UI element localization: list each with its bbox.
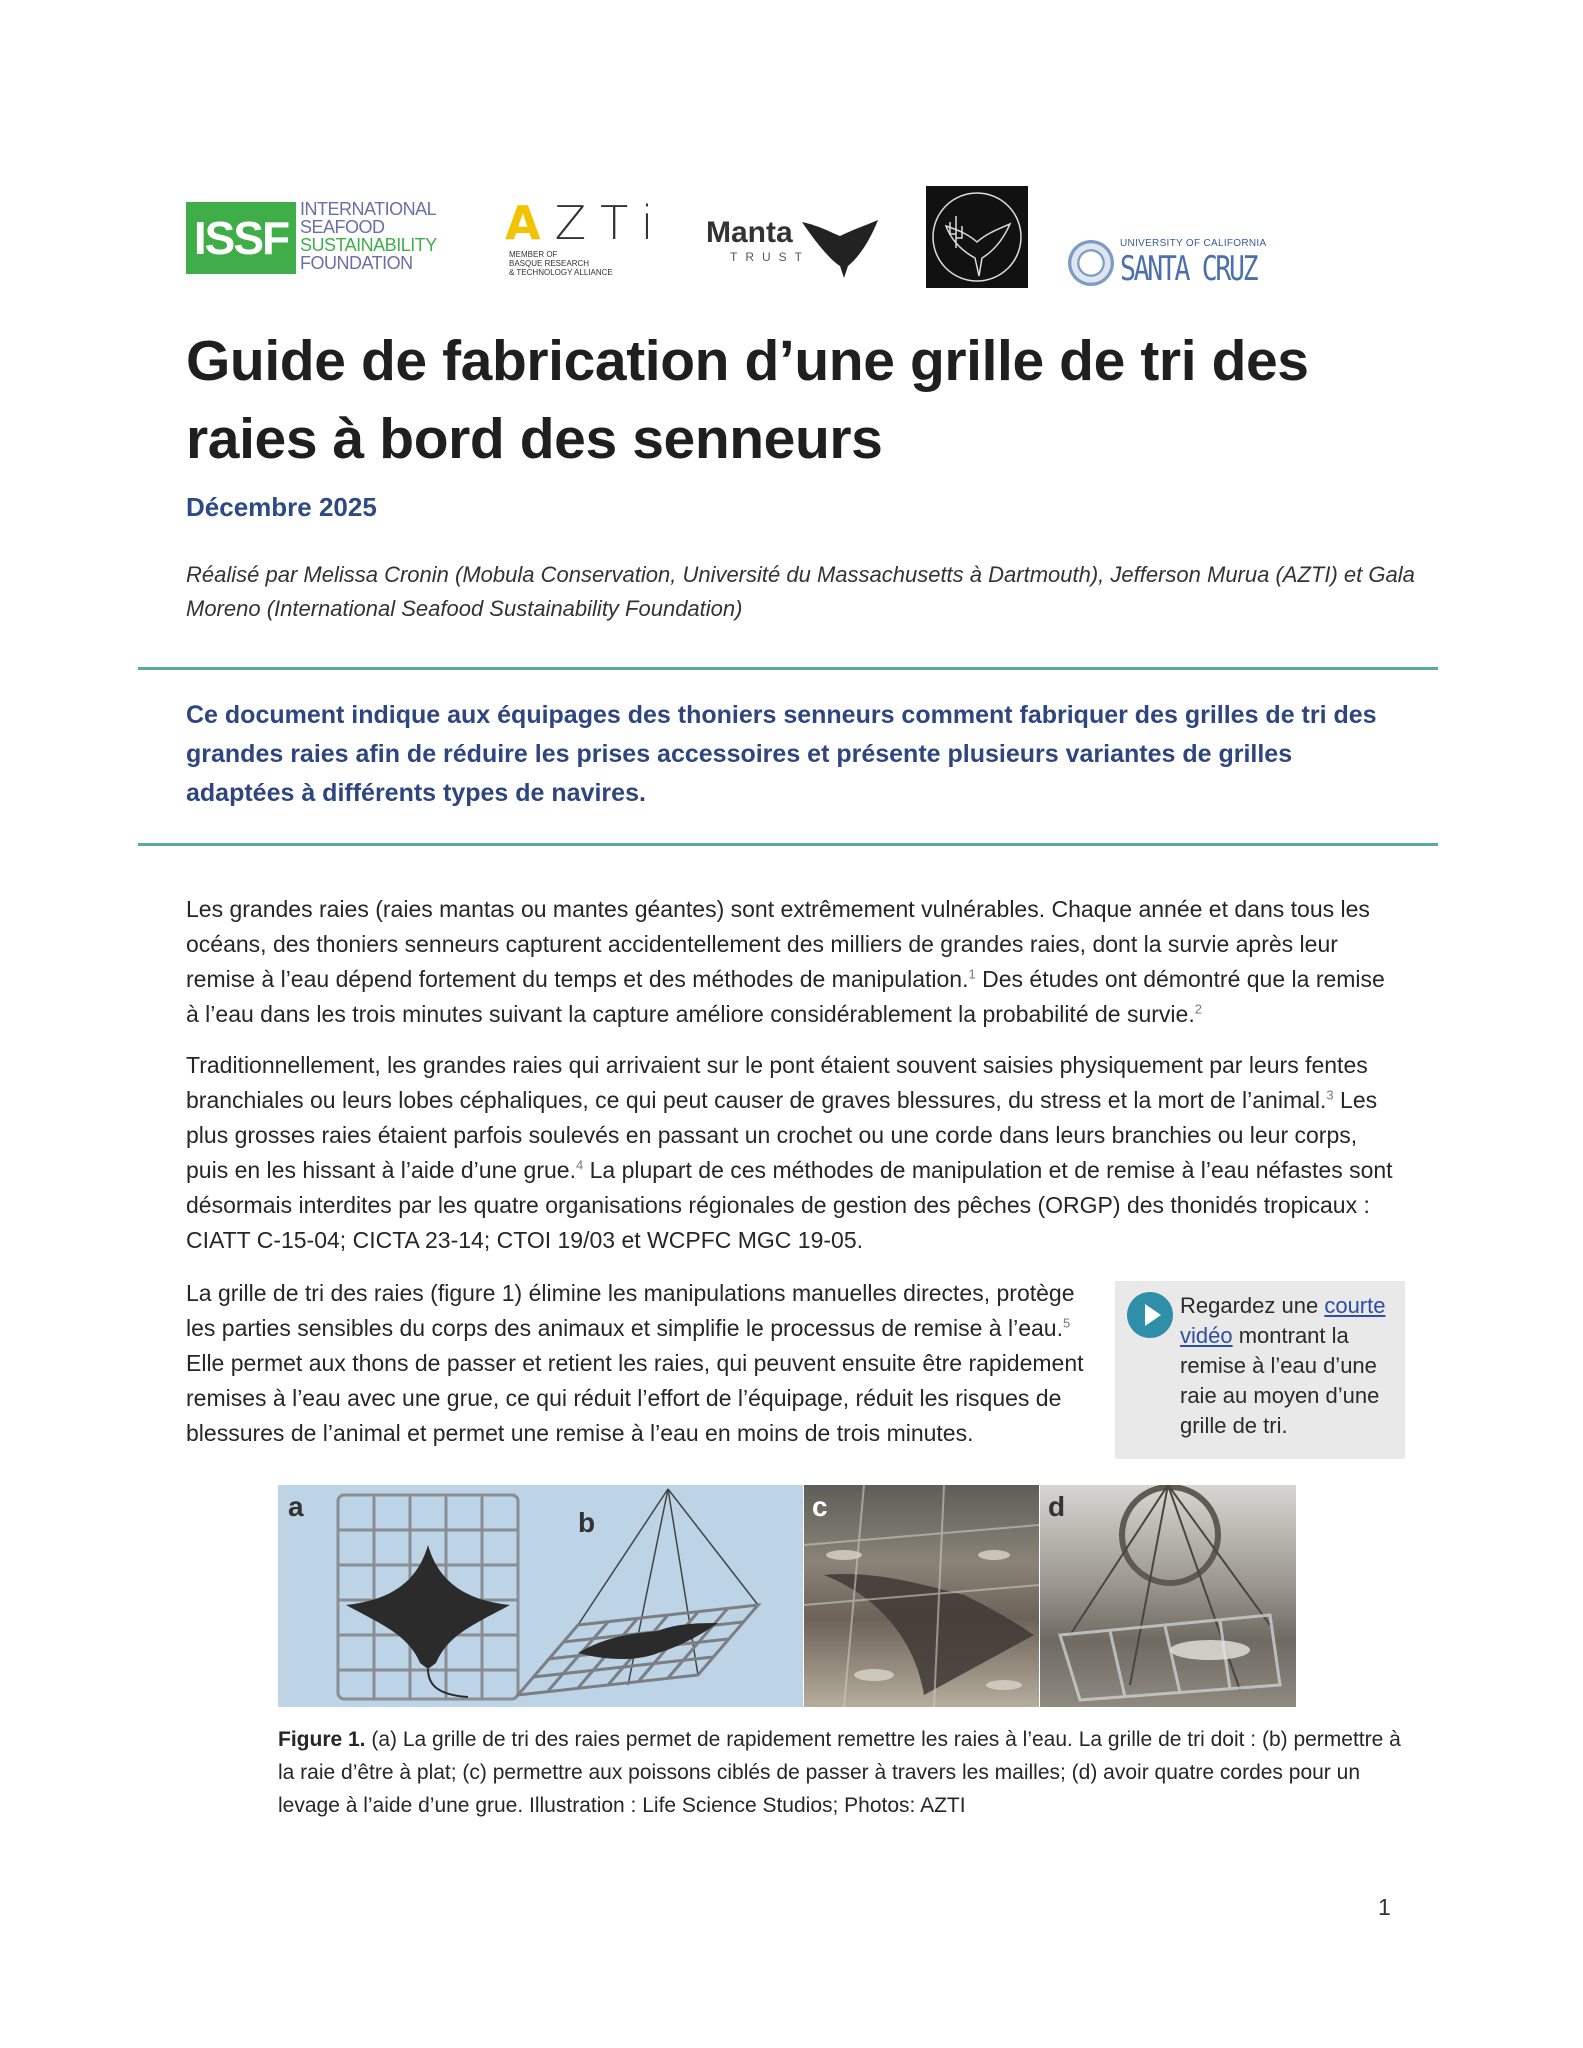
ucsc-logo-main: SANTA CRUZ xyxy=(1120,249,1257,289)
figure-panel-photo-d xyxy=(1040,1485,1296,1707)
footnote-ref[interactable]: 3 xyxy=(1326,1087,1334,1103)
manta-ray-icon xyxy=(800,216,880,280)
page-number: 1 xyxy=(1378,1894,1391,1920)
figure-caption: Figure 1. (a) La grille de tri des raies permet de rapidement remettre les raies à l’eau. La grille de tri doit : (b) permettre à la raie d’être à plat; (c) permettre aux poissons ciblés de passer à travers les mailles; (d) avoir quatre cordes pour un levage à l’aide d’une grue. Illustration : Life Science Studios; Photos: AZTI xyxy=(278,1728,1401,1817)
sorting-grid-illustration xyxy=(278,1485,803,1707)
figure-panel-illustration xyxy=(278,1485,803,1707)
panel-label-b: b xyxy=(578,1507,596,1538)
body-paragraph-3: La grille de tri des raies (figure 1) élimine les manipulations manuelles directes, protège les parties sensibles du corps des animaux et simplifie le processus de remise à l’eau.$^5$ Elle permet aux thons de passer et retient les raies, qui peuvent ensuite être rapidement remises à l’eau avec une grue, ce qui réduit l’effort de l’équipage, réduit les risques de blessures de l’animal et permet une remise à l’eau en moins de trois minutes. xyxy=(186,1280,1084,1446)
mobula-conservation-logo xyxy=(926,186,1028,288)
footnote-ref[interactable]: 5 xyxy=(1062,1315,1071,1331)
manta-trust-logo xyxy=(704,214,879,286)
panel-label-c: c xyxy=(812,1491,828,1522)
play-icon[interactable] xyxy=(1127,1292,1173,1338)
issf-logo-mark: ISSF xyxy=(186,202,296,274)
figure-1 xyxy=(278,1485,1296,1707)
ucsc-logo-top: UNIVERSITY OF CALIFORNIA xyxy=(1120,238,1267,249)
summary-divider-bottom xyxy=(138,843,1438,846)
photo-ray-on-grid xyxy=(804,1485,1039,1707)
issf-logo xyxy=(186,199,461,274)
mobula-ray-icon xyxy=(926,186,1028,288)
ucsc-seal-icon xyxy=(1068,240,1114,286)
panel-label-a: a xyxy=(288,1491,304,1522)
issf-logo-text: INTERNATIONAL SEAFOOD SUSTAINABILITY FOUNDATION xyxy=(300,199,437,273)
publication-date: Décembre 2025 xyxy=(186,492,377,522)
summary-text: Ce document indique aux équipages des thoniers senneurs comment fabriquer des grilles de tri des grandes raies afin de réduire les prises accessoires et présente plusieurs variantes de grilles adaptées à différents types de navires. xyxy=(186,701,1377,807)
summary-divider-top xyxy=(138,667,1438,670)
panel-label-d: d xyxy=(1048,1491,1066,1522)
video-callout-text: Regardez une courte vidéo montrant la remise à l’eau d’une raie au moyen d’une grille de tri. xyxy=(1180,1293,1386,1438)
azti-logo-word: AZTi xyxy=(505,196,668,250)
ucsc-logo xyxy=(1068,236,1267,292)
footnote-ref[interactable]: 4 xyxy=(575,1157,584,1173)
manta-trust-sub: TRUST xyxy=(730,250,810,264)
footnote-ref[interactable]: 2 xyxy=(1194,1001,1202,1017)
azti-logo-subtitle: MEMBER OF BASQUE RESEARCH & TECHNOLOGY ALLIANCE xyxy=(509,250,613,277)
photo-grid-lifted-by-crane xyxy=(1040,1485,1296,1707)
footnote-ref[interactable]: 1 xyxy=(968,966,976,982)
body-paragraph-2: Traditionnellement, les grandes raies qui arrivaient sur le pont étaient souvent saisies physiquement par leurs fentes branchiales ou leurs lobes céphaliques, ce qui peut causer de graves blessures, du stress et la mort de l’animal.$^3$ Les plus grosses raies étaient parfois soulevés en passant un crochet ou une corde dans leurs branchies ou leur corps, puis en les hissant à l’aide d’une grue.$^4$ La plupart de ces méthodes de manipulation et de remise à l’eau néfastes sont désormais interdites par les quatre organisations régionales de gestion des pêches (ORGP) des thonidés tropicaux : CIATT C-15-04; CICTA 23-14; CTOI 19/03 et WCPFC MGC 19-05. xyxy=(186,1052,1393,1253)
page-title: Guide de fabrication d’une grille de tri des raies à bord des senneurs xyxy=(186,329,1309,471)
azti-logo xyxy=(505,196,668,284)
video-link[interactable]: courte vidéo xyxy=(1180,1293,1386,1348)
figure-panel-photo-c xyxy=(804,1485,1039,1707)
figure-caption-label: Figure 1. xyxy=(278,1728,366,1751)
manta-trust-word: Manta xyxy=(706,216,793,249)
authors-line: Réalisé par Melissa Cronin (Mobula Conservation, Université du Massachusetts à Dartmouth), Jefferson Murua (AZTI) et Gala Moreno (International Seafood Sustainability Foundation) xyxy=(186,562,1415,621)
body-paragraph-1: Les grandes raies (raies mantas ou mantes géantes) sont extrêmement vulnérables. Chaque année et dans tous les océans, des thoniers senneurs capturent accidentellement des milliers de grandes raies, dont la survie après leur remise à l’eau dépend fortement du temps et des méthodes de manipulation.$^1$ Des études ont démontré que la remise à l’eau dans les trois minutes suivant la capture améliore considérablement la probabilité de survie.$^2$ xyxy=(186,896,1385,1027)
video-callout xyxy=(1115,1281,1405,1459)
